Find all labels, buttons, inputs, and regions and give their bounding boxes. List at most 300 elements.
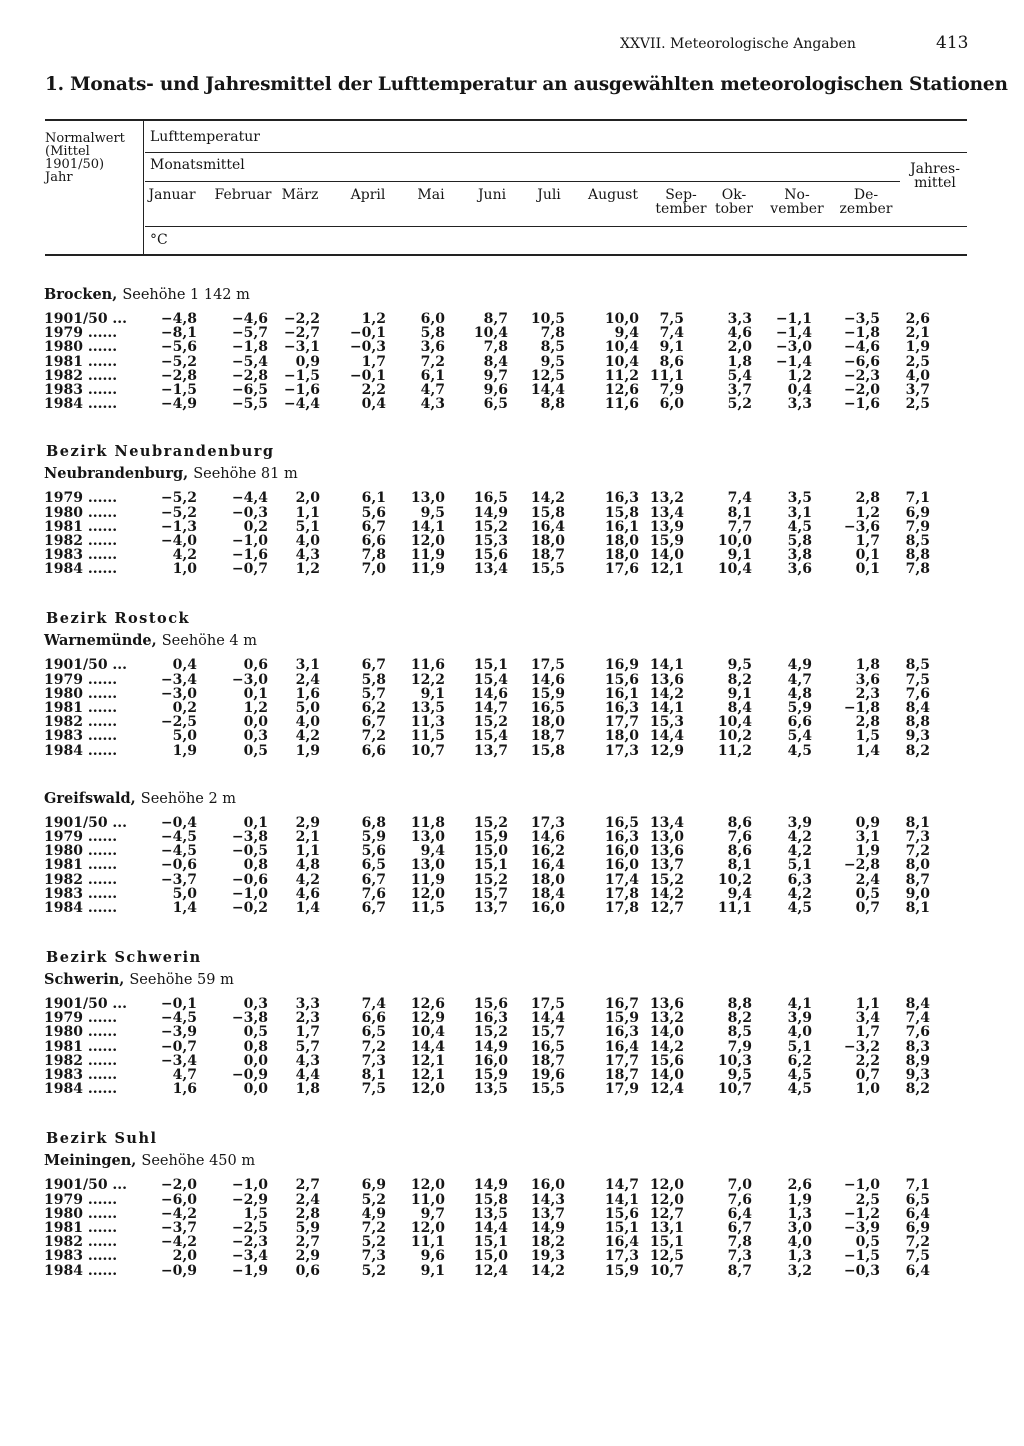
month-value-cell: 17,3 <box>530 814 565 831</box>
month-value-cell: 10,4 <box>604 353 639 370</box>
month-value-cell: −3,4 <box>160 671 197 688</box>
year-cell: 1983 ...... <box>44 1067 118 1083</box>
table-row <box>0 1011 1024 1025</box>
month-value-cell: 6,5 <box>483 396 508 413</box>
month-value-cell: 5,0 <box>295 700 320 716</box>
month-value-cell: 6,4 <box>727 1205 752 1222</box>
month-value-cell: 13,7 <box>649 857 684 874</box>
month-value-cell: 16,4 <box>530 518 565 535</box>
month-value-cell: 16,1 <box>604 685 639 702</box>
month-value-cell: 10,7 <box>717 1081 752 1098</box>
month-value-cell: −2,8 <box>843 857 880 874</box>
year-cell: 1982 ...... <box>44 1052 118 1069</box>
month-value-cell: 7,9 <box>727 1038 752 1055</box>
month-header: No- vember <box>770 187 824 217</box>
month-value-cell: 3,1 <box>855 828 880 845</box>
month-value-cell: 12,9 <box>649 742 684 759</box>
table-row <box>0 562 1024 576</box>
month-value-cell: −0,6 <box>231 871 268 888</box>
month-value-cell: 15,2 <box>649 871 684 888</box>
month-header: April <box>350 187 386 203</box>
station-heading <box>44 630 1024 652</box>
month-value-cell: 1,7 <box>855 532 880 549</box>
year-cell: 1979 ...... <box>44 828 118 845</box>
month-value-cell: 2,2 <box>855 1052 880 1069</box>
month-value-cell: 2,6 <box>787 1177 812 1194</box>
month-value-cell: 0,7 <box>855 899 880 916</box>
annual-mean-cell: 7,5 <box>905 671 930 688</box>
month-value-cell: 0,5 <box>243 742 268 759</box>
annual-mean-cell: 8,1 <box>905 814 930 831</box>
month-value-cell: 0,3 <box>243 728 268 745</box>
month-value-cell: 4,7 <box>787 671 812 688</box>
month-value-cell: 14,0 <box>649 1067 684 1083</box>
month-value-cell: 4,3 <box>295 1052 320 1069</box>
month-value-cell: 0,5 <box>243 1024 268 1041</box>
annual-mean-cell: 6,9 <box>905 504 930 521</box>
table-row <box>0 1207 1024 1221</box>
month-value-cell: 1,1 <box>295 843 320 860</box>
month-value-cell: 1,1 <box>855 996 880 1013</box>
table-row <box>0 1040 1024 1054</box>
month-value-cell: 15,7 <box>473 885 508 902</box>
month-value-cell: 13,4 <box>649 504 684 521</box>
month-value-cell: 5,2 <box>361 1262 386 1279</box>
month-value-cell: 15,9 <box>604 1262 639 1279</box>
month-value-cell: 16,5 <box>530 1038 565 1055</box>
table-row <box>0 816 1024 830</box>
station-block <box>0 947 1024 1096</box>
month-value-cell: 6,7 <box>727 1219 752 1236</box>
month-value-cell: −0,3 <box>349 339 386 356</box>
annual-mean-cell: 1,9 <box>905 339 930 356</box>
month-header: März <box>281 187 319 203</box>
month-value-cell: 3,3 <box>727 311 752 327</box>
month-value-cell: 0,3 <box>243 996 268 1013</box>
month-value-cell: −1,3 <box>160 518 197 535</box>
month-value-cell: 15,4 <box>473 671 508 688</box>
month-value-cell: 14,4 <box>410 1038 445 1055</box>
month-value-cell: 6,6 <box>361 1010 386 1027</box>
month-value-cell: −1,5 <box>160 381 197 398</box>
month-value-cell: 4,0 <box>295 532 320 549</box>
month-value-cell: 18,0 <box>604 728 639 745</box>
month-value-cell: 12,0 <box>410 1081 445 1098</box>
month-value-cell: 7,0 <box>361 561 386 578</box>
month-value-cell: 13,7 <box>473 899 508 916</box>
month-value-cell: −1,4 <box>775 353 812 370</box>
month-value-cell: 1,7 <box>295 1024 320 1041</box>
month-value-cell: 7,8 <box>361 547 386 564</box>
station-elevation: Seehöhe 4 m <box>161 633 257 650</box>
month-value-cell: 10,7 <box>649 1262 684 1279</box>
month-value-cell: 11,5 <box>410 899 445 916</box>
month-value-cell: 0,2 <box>172 700 197 716</box>
table-row <box>0 355 1024 369</box>
month-value-cell: 15,6 <box>473 547 508 564</box>
month-value-cell: 15,6 <box>473 996 508 1013</box>
table-row <box>0 1235 1024 1249</box>
month-value-cell: 1,9 <box>295 742 320 759</box>
month-header: Sep- tember <box>655 187 707 217</box>
month-value-cell: 4,5 <box>787 1081 812 1098</box>
month-value-cell: 14,9 <box>473 1038 508 1055</box>
month-value-cell: 9,5 <box>540 353 565 370</box>
month-value-cell: 4,5 <box>787 899 812 916</box>
month-value-cell: −4,6 <box>843 339 880 356</box>
month-value-cell: −0,1 <box>349 325 386 342</box>
jahresmittel-header: Jahres- mittel <box>910 161 960 191</box>
month-value-cell: 1,4 <box>855 742 880 759</box>
month-value-cell: 2,1 <box>295 828 320 845</box>
table-row <box>0 701 1024 715</box>
month-value-cell: 14,0 <box>649 547 684 564</box>
month-value-cell: 16,3 <box>604 700 639 716</box>
year-cell: 1984 ...... <box>44 561 118 578</box>
month-value-cell: 6,5 <box>361 1024 386 1041</box>
month-value-cell: 12,1 <box>649 561 684 578</box>
table-row <box>0 729 1024 743</box>
month-value-cell: 14,9 <box>473 504 508 521</box>
month-value-cell: 4,5 <box>787 518 812 535</box>
header-stub-divider <box>143 120 144 254</box>
month-value-cell: 8,5 <box>727 1024 752 1041</box>
month-value-cell: −4,0 <box>160 532 197 549</box>
month-value-cell: 5,7 <box>295 1038 320 1055</box>
month-value-cell: 14,9 <box>530 1219 565 1236</box>
month-value-cell: 15,1 <box>473 1234 508 1251</box>
month-value-cell: 18,2 <box>530 1234 565 1251</box>
month-value-cell: −3,6 <box>843 518 880 535</box>
month-header: Mai <box>417 187 445 203</box>
month-value-cell: 14,2 <box>649 885 684 902</box>
month-value-cell: −0,7 <box>160 1038 197 1055</box>
month-value-cell: 7,3 <box>361 1052 386 1069</box>
month-value-cell: 7,2 <box>361 1038 386 1055</box>
month-value-cell: 5,9 <box>295 1219 320 1236</box>
station-heading <box>44 788 1024 810</box>
month-value-cell: −0,1 <box>160 996 197 1013</box>
year-cell: 1984 ...... <box>44 1262 118 1279</box>
month-value-cell: 13,5 <box>410 700 445 716</box>
month-value-cell: 11,9 <box>410 547 445 564</box>
month-value-cell: 13,0 <box>410 828 445 845</box>
month-value-cell: 13,9 <box>649 518 684 535</box>
month-value-cell: 15,5 <box>530 561 565 578</box>
table-row <box>0 744 1024 758</box>
table-row <box>0 715 1024 729</box>
month-value-cell: 1,6 <box>295 685 320 702</box>
month-value-cell: 12,0 <box>649 1191 684 1208</box>
month-value-cell: −6,0 <box>160 1191 197 1208</box>
year-cell: 1980 ...... <box>44 843 118 860</box>
month-value-cell: −2,2 <box>283 311 320 327</box>
month-value-cell: 0,0 <box>243 714 268 731</box>
month-value-cell: 10,0 <box>604 311 639 327</box>
month-value-cell: 2,9 <box>295 1248 320 1265</box>
month-value-cell: 14,1 <box>604 1191 639 1208</box>
unit-header: °C <box>150 232 168 248</box>
month-value-cell: 6,6 <box>787 714 812 731</box>
month-value-cell: 0,1 <box>855 561 880 578</box>
month-value-cell: 7,2 <box>361 1219 386 1236</box>
month-value-cell: −0,2 <box>231 899 268 916</box>
station-block <box>0 788 1024 915</box>
month-header: Juni <box>477 187 507 203</box>
annual-mean-cell: 8,4 <box>905 700 930 716</box>
year-cell: 1983 ...... <box>44 728 118 745</box>
table-row <box>0 687 1024 701</box>
month-value-cell: 5,8 <box>361 671 386 688</box>
month-value-cell: 10,3 <box>717 1052 752 1069</box>
month-value-cell: −3,0 <box>160 685 197 702</box>
month-value-cell: 6,5 <box>361 857 386 874</box>
month-value-cell: 12,4 <box>473 1262 508 1279</box>
month-value-cell: 8,2 <box>727 1010 752 1027</box>
month-value-cell: −2,3 <box>231 1234 268 1251</box>
month-value-cell: 9,5 <box>727 657 752 674</box>
month-value-cell: 4,5 <box>787 742 812 759</box>
month-value-cell: 12,5 <box>530 367 565 384</box>
year-cell: 1984 ...... <box>44 396 118 413</box>
month-value-cell: 1,9 <box>787 1191 812 1208</box>
month-value-cell: 13,6 <box>649 671 684 688</box>
month-value-cell: 15,4 <box>473 728 508 745</box>
station-heading <box>44 969 1024 991</box>
month-value-cell: 1,4 <box>295 899 320 916</box>
month-value-cell: 12,6 <box>604 381 639 398</box>
month-value-cell: 10,2 <box>717 728 752 745</box>
month-value-cell: 1,0 <box>855 1081 880 1098</box>
annual-mean-cell: 7,4 <box>905 1010 930 1027</box>
year-cell: 1984 ...... <box>44 899 118 916</box>
month-value-cell: 15,8 <box>530 504 565 521</box>
month-value-cell: 17,7 <box>604 1052 639 1069</box>
month-value-cell: 5,2 <box>361 1191 386 1208</box>
month-value-cell: 6,7 <box>361 518 386 535</box>
station-name: Greifswald, <box>44 789 141 807</box>
table-row <box>0 1249 1024 1263</box>
month-value-cell: −4,5 <box>160 843 197 860</box>
month-value-cell: 13,1 <box>649 1219 684 1236</box>
month-value-cell: 9,6 <box>420 1248 445 1265</box>
table-row <box>0 997 1024 1011</box>
month-value-cell: 11,5 <box>410 728 445 745</box>
month-value-cell: 15,3 <box>473 532 508 549</box>
month-value-cell: 15,2 <box>473 518 508 535</box>
month-value-cell: 14,6 <box>530 828 565 845</box>
table-row <box>0 383 1024 397</box>
month-value-cell: 7,4 <box>361 996 386 1013</box>
month-value-cell: 12,2 <box>410 671 445 688</box>
station-name: Meiningen, <box>44 1152 142 1170</box>
annual-mean-cell: 8,8 <box>905 714 930 731</box>
month-value-cell: 15,2 <box>473 871 508 888</box>
month-value-cell: 1,3 <box>787 1248 812 1265</box>
month-value-cell: −5,4 <box>231 353 268 370</box>
month-value-cell: −2,5 <box>160 714 197 731</box>
month-value-cell: 7,8 <box>540 325 565 342</box>
month-value-cell: 3,9 <box>787 814 812 831</box>
annual-mean-cell: 8,3 <box>905 1038 930 1055</box>
month-value-cell: 5,0 <box>172 885 197 902</box>
year-cell: 1982 ...... <box>44 1234 118 1251</box>
month-value-cell: 16,4 <box>604 1234 639 1251</box>
month-value-cell: 4,6 <box>295 885 320 902</box>
month-value-cell: 7,4 <box>727 490 752 507</box>
table-row <box>0 340 1024 354</box>
month-value-cell: 15,0 <box>473 843 508 860</box>
month-value-cell: 3,1 <box>295 657 320 674</box>
month-value-cell: 12,7 <box>649 1205 684 1222</box>
month-value-cell: 2,5 <box>855 1191 880 1208</box>
month-value-cell: 17,3 <box>604 742 639 759</box>
month-header: De- zember <box>839 187 893 217</box>
annual-mean-cell: 8,2 <box>905 742 930 759</box>
month-value-cell: 11,3 <box>410 714 445 731</box>
month-value-cell: 9,4 <box>614 325 639 342</box>
station-heading <box>44 284 1024 306</box>
table-row <box>0 312 1024 326</box>
month-value-cell: 14,1 <box>410 518 445 535</box>
month-value-cell: 6,6 <box>361 742 386 759</box>
month-value-cell: 18,4 <box>530 885 565 902</box>
year-cell: 1982 ...... <box>44 532 118 549</box>
table-row <box>0 397 1024 411</box>
month-value-cell: 8,1 <box>361 1067 386 1083</box>
month-value-cell: −5,2 <box>160 353 197 370</box>
month-value-cell: 6,9 <box>361 1177 386 1194</box>
month-value-cell: 12,0 <box>410 1177 445 1194</box>
month-value-cell: 15,5 <box>530 1081 565 1098</box>
month-value-cell: 5,4 <box>787 728 812 745</box>
month-value-cell: 9,1 <box>420 1262 445 1279</box>
month-value-cell: −5,6 <box>160 339 197 356</box>
year-cell: 1984 ...... <box>44 742 118 759</box>
month-value-cell: 9,1 <box>420 685 445 702</box>
annual-mean-cell: 7,2 <box>905 843 930 860</box>
table-row <box>0 1082 1024 1096</box>
month-value-cell: 5,2 <box>727 396 752 413</box>
table-row <box>0 1068 1024 1082</box>
month-value-cell: 1,5 <box>243 1205 268 1222</box>
month-value-cell: 12,7 <box>649 899 684 916</box>
month-value-cell: 2,0 <box>295 490 320 507</box>
month-value-cell: −0,1 <box>349 367 386 384</box>
month-value-cell: 6,1 <box>361 490 386 507</box>
station-name: Neubrandenburg, <box>44 465 194 483</box>
month-value-cell: −1,8 <box>231 339 268 356</box>
month-value-cell: 8,7 <box>727 1262 752 1279</box>
annual-mean-cell: 8,1 <box>905 899 930 916</box>
month-value-cell: 6,2 <box>787 1052 812 1069</box>
month-value-cell: −3,4 <box>231 1248 268 1265</box>
month-value-cell: 12,9 <box>410 1010 445 1027</box>
month-value-cell: −3,9 <box>843 1219 880 1236</box>
month-value-cell: 8,2 <box>727 671 752 688</box>
month-value-cell: 1,8 <box>855 657 880 674</box>
annual-mean-cell: 7,8 <box>905 561 930 578</box>
month-value-cell: 13,0 <box>649 828 684 845</box>
month-value-cell: 8,6 <box>727 843 752 860</box>
month-header: Februar <box>214 187 272 203</box>
month-value-cell: −0,9 <box>231 1067 268 1083</box>
month-value-cell: 8,8 <box>540 396 565 413</box>
month-value-cell: 4,7 <box>420 381 445 398</box>
station-block <box>0 1128 1024 1277</box>
month-value-cell: 11,1 <box>649 367 684 384</box>
month-value-cell: 9,4 <box>727 885 752 902</box>
year-cell: 1979 ...... <box>44 325 118 342</box>
month-value-cell: 3,5 <box>787 490 812 507</box>
month-value-cell: 19,3 <box>530 1248 565 1265</box>
year-cell: 1982 ...... <box>44 714 118 731</box>
month-value-cell: −0,3 <box>231 504 268 521</box>
month-value-cell: 9,7 <box>420 1205 445 1222</box>
month-value-cell: 2,9 <box>295 814 320 831</box>
station-name: Warnemünde, <box>44 632 162 650</box>
month-value-cell: 16,3 <box>604 1024 639 1041</box>
month-value-cell: 18,7 <box>530 1052 565 1069</box>
month-value-cell: −6,6 <box>843 353 880 370</box>
month-value-cell: 3,6 <box>855 671 880 688</box>
month-value-cell: 16,3 <box>473 1010 508 1027</box>
annual-mean-cell: 2,1 <box>905 325 930 342</box>
month-value-cell: 9,6 <box>483 381 508 398</box>
station-block <box>0 284 1024 411</box>
month-value-cell: 8,5 <box>540 339 565 356</box>
month-value-cell: 9,7 <box>483 367 508 384</box>
month-value-cell: 14,3 <box>530 1191 565 1208</box>
month-value-cell: 12,0 <box>410 885 445 902</box>
month-value-cell: 0,0 <box>243 1052 268 1069</box>
month-value-cell: 8,6 <box>659 353 684 370</box>
month-value-cell: −2,5 <box>231 1219 268 1236</box>
month-value-cell: −1,8 <box>843 325 880 342</box>
month-value-cell: 4,2 <box>295 728 320 745</box>
year-cell: 1901/50 ... <box>44 311 128 327</box>
month-value-cell: −1,1 <box>775 311 812 327</box>
month-value-cell: 5,9 <box>361 828 386 845</box>
month-value-cell: 16,1 <box>604 518 639 535</box>
annual-mean-cell: 8,0 <box>905 857 930 874</box>
month-value-cell: 16,2 <box>530 843 565 860</box>
month-value-cell: 4,9 <box>361 1205 386 1222</box>
station-elevation: Seehöhe 2 m <box>140 790 237 807</box>
month-value-cell: 11,1 <box>717 899 752 916</box>
month-value-cell: 4,0 <box>787 1024 812 1041</box>
month-value-cell: 5,9 <box>787 700 812 716</box>
month-value-cell: 9,1 <box>659 339 684 356</box>
month-value-cell: 17,4 <box>604 871 639 888</box>
table-row <box>0 520 1024 534</box>
month-value-cell: 9,5 <box>420 504 445 521</box>
month-value-cell: 8,7 <box>483 311 508 327</box>
month-value-cell: 16,4 <box>530 857 565 874</box>
lufttemperatur-header: Lufttemperatur <box>150 129 260 145</box>
month-value-cell: 15,9 <box>473 828 508 845</box>
table-row <box>0 844 1024 858</box>
month-value-cell: 2,4 <box>855 871 880 888</box>
month-value-cell: 1,8 <box>727 353 752 370</box>
station-heading <box>44 1150 1024 1172</box>
year-cell: 1979 ...... <box>44 490 118 507</box>
month-value-cell: 7,6 <box>361 885 386 902</box>
month-value-cell: 15,6 <box>604 671 639 688</box>
month-value-cell: 2,8 <box>855 490 880 507</box>
bezirk-heading: Bezirk Suhl <box>46 1130 158 1148</box>
month-value-cell: 18,7 <box>604 1067 639 1083</box>
